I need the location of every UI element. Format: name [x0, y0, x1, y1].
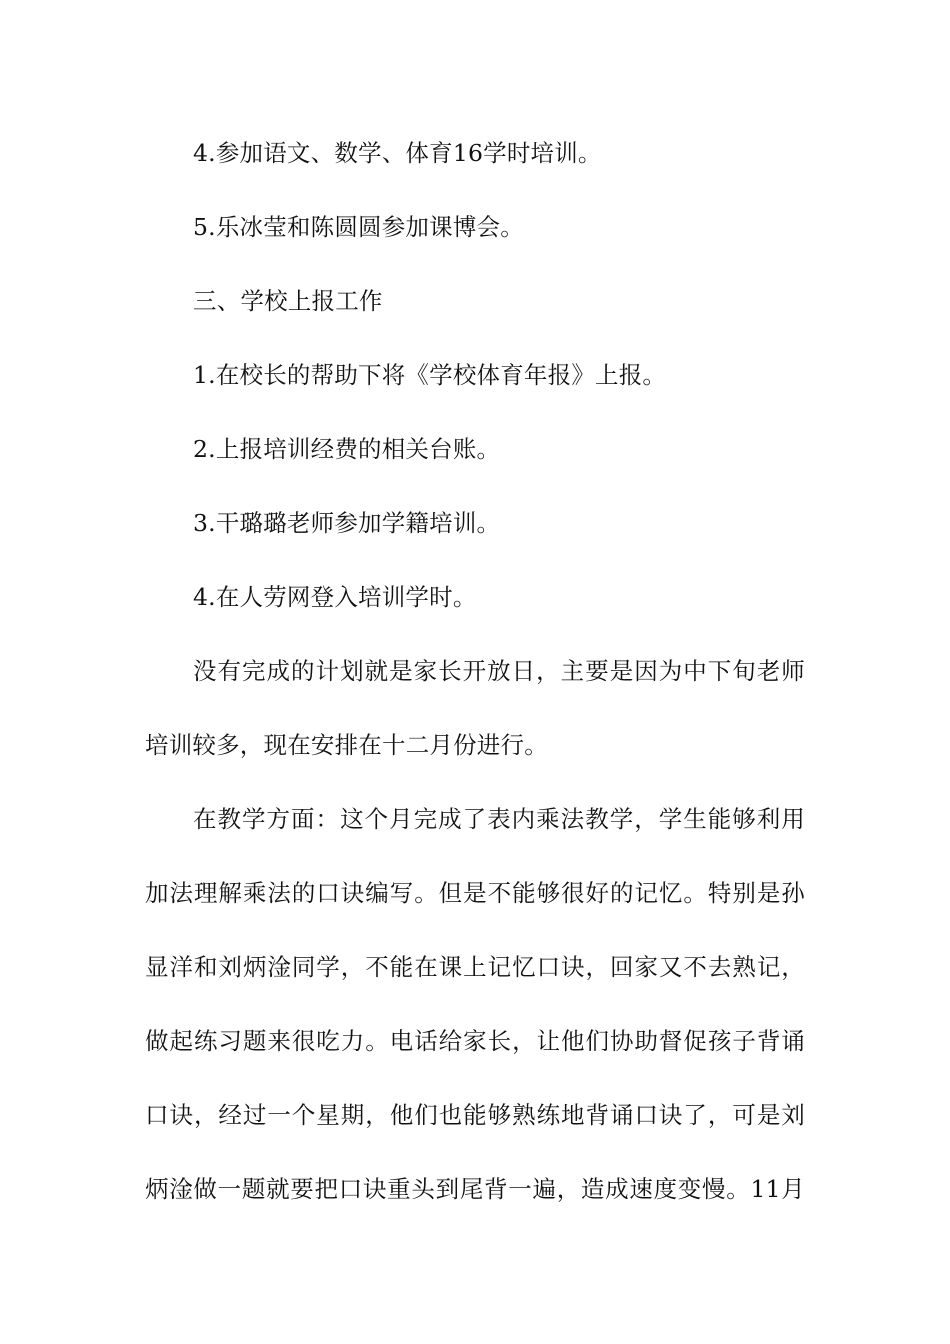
paragraph-teaching-line-2: 加法理解乘法的口诀编写。但是不能够很好的记忆。特别是孙: [145, 879, 805, 907]
section-heading-school-reports: 三、学校上报工作: [193, 287, 383, 315]
paragraph-teaching-line-4: 做起练习题来很吃力。电话给家长，让他们协助督促孩子背诵: [145, 1027, 805, 1055]
list-item-pe-annual-report: 1.在校长的帮助下将《学校体育年报》上报。: [193, 361, 667, 389]
paragraph-unfinished-line-1: 没有完成的计划就是家长开放日，主要是因为中下旬老师: [193, 657, 805, 685]
paragraph-teaching-line-1: 在教学方面：这个月完成了表内乘法教学，学生能够利用: [193, 805, 805, 833]
list-item-course-expo: 5.乐冰莹和陈圆圆参加课博会。: [193, 213, 524, 241]
paragraph-unfinished-line-2: 培训较多，现在安排在十二月份进行。: [145, 731, 548, 759]
list-item-training-funds: 2.上报培训经费的相关台账。: [193, 435, 501, 463]
paragraph-teaching-line-6: 炳淦做一题就要把口诀重头到尾背一遍，造成速度变慢。11月: [145, 1175, 805, 1203]
list-item-training-hours: 4.参加语文、数学、体育16学时培训。: [193, 139, 602, 167]
list-item-enrollment-training: 3.干璐璐老师参加学籍培训。: [193, 509, 501, 537]
paragraph-teaching-line-3: 显洋和刘炳淦同学，不能在课上记忆口诀，回家又不去熟记，: [145, 953, 805, 981]
list-item-login-hours: 4.在人劳网登入培训学时。: [193, 583, 477, 611]
paragraph-teaching-line-5: 口诀，经过一个星期，他们也能够熟练地背诵口诀了，可是刘: [145, 1101, 805, 1129]
